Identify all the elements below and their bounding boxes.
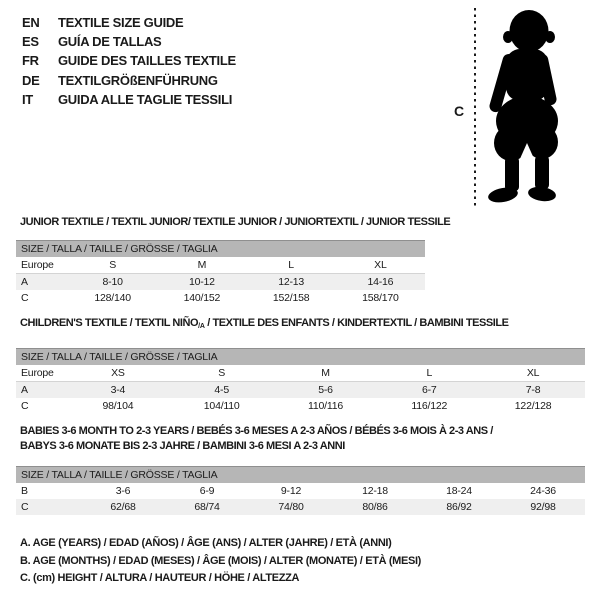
table-row — [16, 290, 425, 306]
row-label: Europe — [21, 259, 54, 271]
babies-size-table — [16, 466, 585, 515]
table-cell: 3-4 — [110, 384, 126, 396]
legend-line: B. AGE (MONTHS) / EDAD (MESES) / ÂGE (MOIS) / ALTER (MONATE) / ETÀ (MESI) — [20, 554, 421, 567]
height-dotted-line — [474, 8, 476, 207]
table-cell: 110/116 — [307, 400, 343, 412]
baby-silhouette — [481, 9, 567, 205]
row-label: A — [21, 276, 28, 288]
title-text: JUNIOR TEXTILE / TEXTIL JUNIOR/ TEXTILE JUNIOR / JUNIORTEXTIL / JUNIOR TESSILE — [20, 216, 451, 228]
table-cell: 12-18 — [362, 485, 388, 497]
legend-line: C. (cm) HEIGHT / ALTURA / HAUTEUR / HÖHE / ALTEZZA — [20, 572, 300, 584]
table-cell: 24-36 — [530, 485, 556, 497]
table-cell: S — [218, 367, 226, 379]
table-cell: XL — [374, 259, 387, 271]
section-title-line — [20, 424, 585, 439]
row-label: Europe — [21, 367, 54, 379]
children-size-table — [16, 348, 585, 414]
title-text: BABYS 3-6 MONATE BIS 2-3 JAHRE / BAMBINI 3-6 MESI A 2-3 ANNI — [20, 440, 345, 452]
legend — [20, 535, 421, 588]
table-cell: 12-13 — [278, 276, 305, 288]
row-label: B — [21, 485, 28, 497]
language-label: GUIDA ALLE TAGLIE TESSILI — [58, 91, 233, 107]
row-label: C — [21, 292, 29, 304]
table-cell: S — [109, 259, 117, 271]
table-cell: 14-16 — [367, 276, 394, 288]
language-row — [22, 13, 236, 32]
section-title — [16, 215, 450, 230]
table-cell: 6-9 — [199, 485, 215, 497]
table-row — [16, 274, 425, 290]
table-cell: 86/92 — [446, 501, 472, 513]
section-title-line — [20, 316, 585, 334]
title-text: BABIES 3-6 MONTH TO 2-3 YEARS / BEBÉS 3-6 MESES A 2-3 AÑOS / BÉBÉS 3-6 MOIS À 2-3 ANS / — [20, 425, 493, 437]
language-row — [22, 51, 236, 70]
title-subscript: /A — [198, 323, 205, 330]
table-cell: 152/158 — [272, 292, 310, 304]
table-cell: 4-5 — [214, 384, 229, 396]
language-row — [22, 32, 236, 51]
table-size-header: SIZE / TALLA / TAILLE / GRÖSSE / TAGLIA — [16, 466, 585, 483]
table-cell: 140/152 — [183, 292, 221, 304]
section-title — [16, 424, 585, 454]
language-label: TEXTILGRÖßENFÜHRUNG — [58, 72, 218, 88]
section-junior — [16, 215, 450, 306]
table-row — [16, 398, 585, 414]
title-text: / TEXTILE DES ENFANTS / KINDERTEXTIL / BAMBINI TESSILE — [204, 317, 509, 329]
table-cell: 80/86 — [362, 501, 388, 513]
language-list — [22, 13, 236, 109]
table-cell: 98/104 — [102, 400, 134, 412]
language-label: GUIDE DES TAILLES TEXTILE — [58, 53, 236, 69]
table-row — [16, 382, 585, 398]
table-cell: L — [426, 367, 433, 379]
table-row — [16, 257, 425, 274]
table-cell: 104/110 — [203, 400, 240, 412]
table-row — [16, 499, 585, 515]
table-cell: 158/170 — [362, 292, 399, 304]
language-label: TEXTILE SIZE GUIDE — [58, 15, 184, 31]
table-cell: XS — [111, 367, 125, 379]
legend-line: A. AGE (YEARS) / EDAD (AÑOS) / ÂGE (ANS) / ALTER (JAHRE) / ETÀ (ANNI) — [20, 537, 392, 549]
table-cell: 92/98 — [530, 501, 556, 513]
language-row — [22, 90, 236, 109]
language-code: DE — [22, 72, 40, 88]
table-cell: L — [288, 259, 294, 271]
row-label: A — [21, 384, 28, 396]
language-code: ES — [22, 34, 39, 50]
table-cell: 5-6 — [318, 384, 333, 396]
language-code: EN — [22, 15, 40, 31]
table-cell: 116/122 — [411, 400, 448, 412]
table-cell: 7-8 — [525, 384, 541, 396]
row-label: C — [21, 400, 29, 412]
table-size-header: SIZE / TALLA / TAILLE / GRÖSSE / TAGLIA — [16, 240, 425, 257]
table-cell: 18-24 — [446, 485, 472, 497]
table-cell: 68/74 — [194, 501, 220, 513]
table-cell: 74/80 — [278, 501, 304, 513]
table-cell: XL — [526, 367, 540, 379]
row-label: C — [21, 501, 29, 513]
table-cell: 62/68 — [110, 501, 136, 513]
section-title-line — [20, 439, 585, 454]
junior-size-table — [16, 240, 425, 306]
table-cell: 10-12 — [188, 276, 215, 288]
section-babies — [16, 424, 585, 515]
table-cell: 128/140 — [94, 292, 131, 304]
section-title — [16, 316, 585, 334]
language-label: GUÍA DE TALLAS — [58, 34, 162, 50]
table-row — [16, 483, 585, 499]
table-cell: 9-12 — [280, 485, 302, 497]
language-code: FR — [22, 53, 39, 69]
section-title-line — [20, 215, 450, 230]
table-cell: 122/128 — [514, 400, 552, 412]
title-text: CHILDREN'S TEXTILE / TEXTIL NIÑO — [20, 317, 199, 329]
language-row — [22, 71, 236, 90]
table-row — [16, 365, 585, 382]
section-children — [16, 316, 585, 414]
table-cell: 6-7 — [422, 384, 437, 396]
table-cell: 8-10 — [102, 276, 123, 288]
language-code: IT — [22, 91, 33, 107]
table-cell: M — [197, 259, 207, 271]
table-size-header: SIZE / TALLA / TAILLE / GRÖSSE / TAGLIA — [16, 348, 585, 365]
table-cell: M — [321, 367, 330, 379]
height-c-label: C — [454, 103, 465, 119]
table-cell: 3-6 — [115, 485, 131, 497]
